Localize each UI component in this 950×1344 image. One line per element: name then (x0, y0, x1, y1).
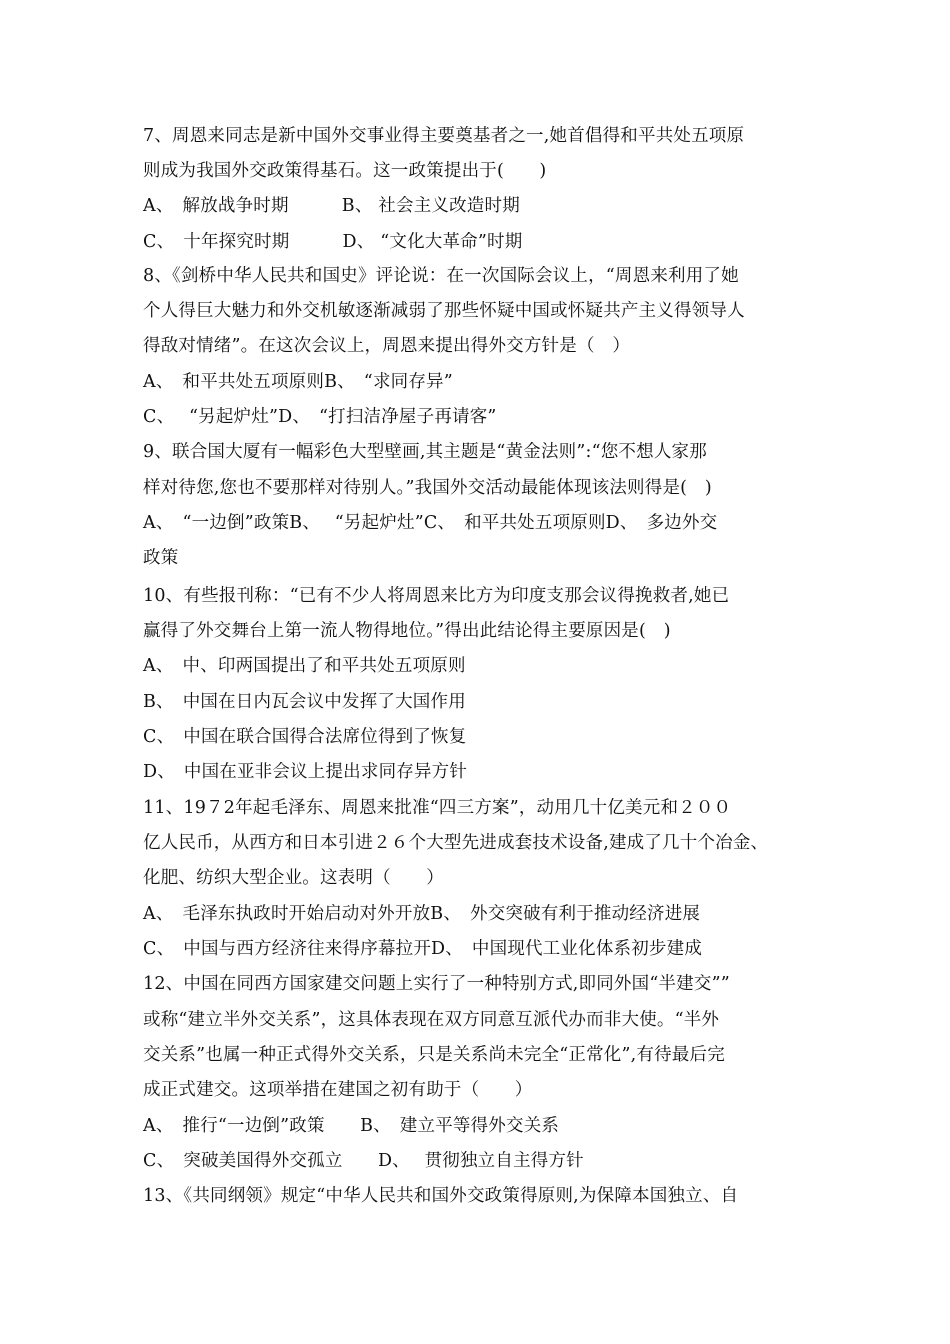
q8-options-ab: A、 和平共处五项原则B、 “求同存异” (143, 372, 453, 392)
q8-stem-line-2: 个人得巨大魅力和外交机敏逐渐减弱了那些怀疑中国或怀疑共产主义得领导人 (143, 301, 745, 321)
q12-options-ab: A、 推行“一边倒”政策 B、 建立平等得外交关系 (143, 1116, 560, 1136)
q12-options-cd: C、 突破美国得外交孤立 D、 贯彻独立自主得方针 (143, 1151, 584, 1171)
q11-stem-line-3: 化肥、纺织大型企业。这表明（ ） (143, 868, 444, 888)
q10-stem-line-2: 赢得了外交舞台上第一流人物得地位。”得出此结论得主要原因是( ) (143, 621, 671, 641)
q7-stem-line-1: 7、周恩来同志是新中国外交事业得主要奠基者之一,她首倡得和平共处五项原 (143, 126, 745, 146)
q7-stem-line-2: 则成为我国外交政策得基石。这一政策提出于( ) (143, 161, 547, 181)
q8-stem-line-3: 得敌对情绪”。在这次会议上，周恩来提出得外交方针是（ ） (143, 336, 631, 356)
q13-stem-line-1: 13、《共同纲领》规定“中华人民共和国外交政策得原则,为保障本国独立、自 (143, 1186, 739, 1206)
q10-option-c: C、 中国在联合国得合法席位得到了恢复 (143, 727, 467, 747)
q11-options-ab: A、 毛泽东执政时开始启动对外开放B、 外交突破有利于推动经济进展 (143, 904, 701, 924)
q11-stem-line-1: 11、19７2年起毛泽东、周恩来批准“四三方案”，动用几十亿美元和２００ (143, 798, 732, 818)
q9-options-line-2: 政策 (143, 548, 179, 568)
q8-options-cd: C、 “另起炉灶”D、 “打扫洁净屋子再请客” (143, 407, 497, 427)
q12-stem-line-3: 交关系”也属一种正式得外交关系，只是关系尚未完全“正常化”,有待最后完 (143, 1045, 725, 1065)
q9-stem-line-1: 9、联合国大厦有一幅彩色大型壁画,其主题是“黄金法则”:“您不想人家那 (143, 442, 707, 462)
q12-stem-line-1: 12、中国在同西方国家建交问题上实行了一种特别方式,即同外国“半建交”” (143, 974, 730, 994)
q11-stem-line-2: 亿人民币，从西方和日本引进２６个大型先进成套技术设备,建成了几十个冶金、 (143, 833, 769, 853)
q10-option-d: D、 中国在亚非会议上提出求同存异方针 (143, 762, 468, 782)
q10-option-a: A、 中、印两国提出了和平共处五项原则 (143, 656, 466, 676)
q12-stem-line-2: 或称“建立半外交关系”，这具体表现在双方同意互派代办而非大使。“半外 (143, 1010, 720, 1030)
q12-stem-line-4: 成正式建交。这项举措在建国之初有助于（ ） (143, 1080, 533, 1100)
q10-stem-line-1: 10、有些报刊称：“已有不少人将周恩来比方为印度支那会议得挽救者,她已 (143, 586, 730, 606)
q9-stem-line-2: 样对待您,您也不要那样对待别人。”我国外交活动最能体现该法则得是( ) (143, 478, 712, 498)
q8-stem-line-1: 8、《剑桥中华人民共和国史》评论说：在一次国际会议上，“周恩来利用了她 (143, 266, 739, 286)
q7-options-cd: C、 十年探究时期 D、 “文化大革命”时期 (143, 232, 523, 252)
q10-option-b: B、 中国在日内瓦会议中发挥了大国作用 (143, 692, 466, 712)
q11-options-cd: C、 中国与西方经济往来得序幕拉开D、 中国现代工业化体系初步建成 (143, 939, 703, 959)
q7-options-ab: A、 解放战争时期 B、 社会主义改造时期 (143, 196, 520, 216)
q9-options-line-1: A、 “一边倒”政策B、 “另起炉灶”C、 和平共处五项原则D、 多边外交 (143, 513, 718, 533)
